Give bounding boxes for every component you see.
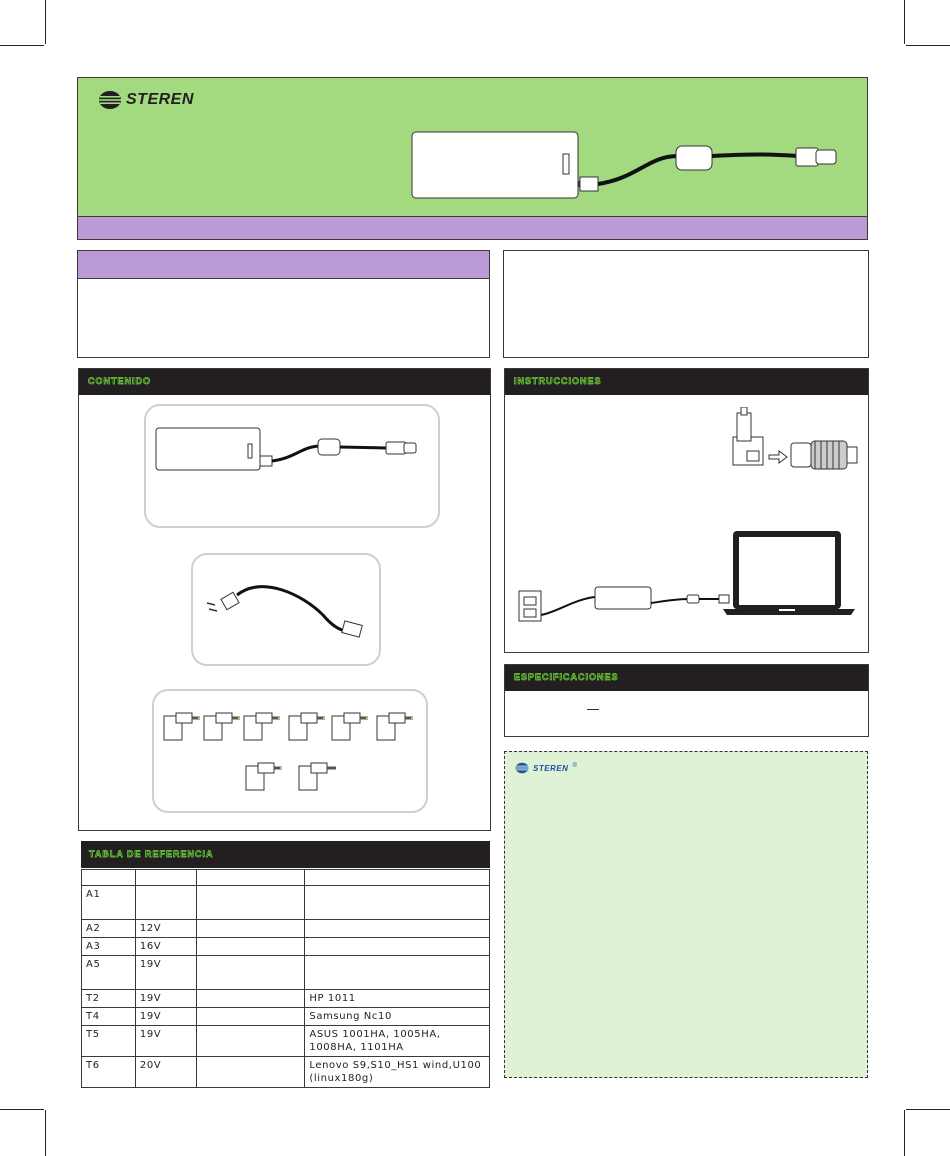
- adapter-icon: [146, 406, 436, 516]
- brand-logo: [98, 90, 194, 110]
- row-models: [305, 920, 490, 938]
- row-code: A2: [82, 920, 136, 938]
- dc-symbol: [587, 709, 599, 710]
- warranty-card: [504, 751, 868, 1078]
- row-current: [196, 1057, 305, 1088]
- tip-connection-illustration: [725, 407, 865, 477]
- table-row: [82, 1057, 490, 1088]
- steren-logo-icon: [515, 762, 529, 774]
- row-current: [196, 920, 305, 938]
- row-voltage: [135, 886, 196, 920]
- row-code: T2: [82, 990, 136, 1008]
- table-row: [82, 1026, 490, 1057]
- registered-mark: ®: [572, 763, 577, 769]
- header-purple-strip: [77, 216, 868, 240]
- row-current: [196, 956, 305, 990]
- power-cord-icon: [193, 555, 379, 663]
- row-current: [196, 990, 305, 1008]
- table-row: [82, 990, 490, 1008]
- row-models: [305, 886, 490, 920]
- row-code: T6: [82, 1057, 136, 1088]
- specifications-section: [504, 664, 869, 737]
- steren-logo-icon: [98, 90, 122, 110]
- row-current: [196, 886, 305, 920]
- specifications-header: [505, 665, 868, 691]
- row-models: [305, 938, 490, 956]
- contents-tips-card: [152, 689, 428, 813]
- row-voltage: 12V: [135, 920, 196, 938]
- instructions-header: [505, 369, 868, 395]
- contents-power-cord-card: [191, 553, 381, 666]
- intro-panel-header: [78, 251, 489, 279]
- crop-mark: [906, 45, 950, 46]
- notice-panel: [503, 250, 869, 358]
- tip-group: [164, 713, 405, 790]
- table-header-row: [82, 870, 490, 886]
- table-row: [82, 920, 490, 938]
- warranty-brand-name: STEREN: [533, 763, 569, 773]
- crop-mark: [0, 1109, 44, 1110]
- crop-mark: [45, 1110, 46, 1156]
- reference-header: [81, 841, 490, 868]
- crop-mark: [45, 0, 46, 44]
- contents-title: CONTENIDO: [88, 376, 151, 386]
- row-voltage: 19V: [135, 990, 196, 1008]
- crop-mark: [0, 45, 44, 46]
- reference-title: TABLA DE REFERENCIA: [89, 849, 214, 859]
- row-code: T4: [82, 1008, 136, 1026]
- contents-adapter-card: [144, 404, 440, 528]
- row-code: A1: [82, 886, 136, 920]
- row-voltage: 19V: [135, 956, 196, 990]
- instructions-section: [504, 368, 869, 653]
- row-voltage: 20V: [135, 1057, 196, 1088]
- row-models: Lenovo S9,S10_HS1 wind,U100 (linux180g): [305, 1057, 490, 1088]
- row-models: ASUS 1001HA, 1005HA, 1008HA, 1101HA: [305, 1026, 490, 1057]
- row-models: [305, 956, 490, 990]
- row-code: A5: [82, 956, 136, 990]
- crop-mark: [904, 0, 905, 44]
- crop-mark: [906, 1109, 950, 1110]
- table-row: [82, 886, 490, 920]
- specifications-title: ESPECIFICACIONES: [514, 672, 619, 682]
- row-voltage: 19V: [135, 1008, 196, 1026]
- row-models: HP 1011: [305, 990, 490, 1008]
- table-row: [82, 1008, 490, 1026]
- crop-mark: [904, 1110, 905, 1156]
- reference-section: [81, 841, 490, 1084]
- row-voltage: 16V: [135, 938, 196, 956]
- row-voltage: 19V: [135, 1026, 196, 1057]
- row-models: Samsung Nc10: [305, 1008, 490, 1026]
- instructions-title: INSTRUCCIONES: [514, 376, 602, 386]
- contents-header: [79, 369, 490, 395]
- row-code: T5: [82, 1026, 136, 1057]
- laptop-connection-illustration: [515, 529, 865, 629]
- row-current: [196, 1008, 305, 1026]
- brand-name: STEREN: [126, 91, 194, 108]
- intro-panel: [77, 250, 490, 358]
- connector-tips-icon: [154, 691, 426, 811]
- row-current: [196, 938, 305, 956]
- adapter-illustration: [408, 128, 848, 208]
- warranty-brand-logo: [515, 762, 577, 774]
- table-row: [82, 938, 490, 956]
- contents-section: [78, 368, 491, 831]
- table-row: [82, 956, 490, 990]
- row-current: [196, 1026, 305, 1057]
- reference-table: [81, 869, 490, 1088]
- row-code: A3: [82, 938, 136, 956]
